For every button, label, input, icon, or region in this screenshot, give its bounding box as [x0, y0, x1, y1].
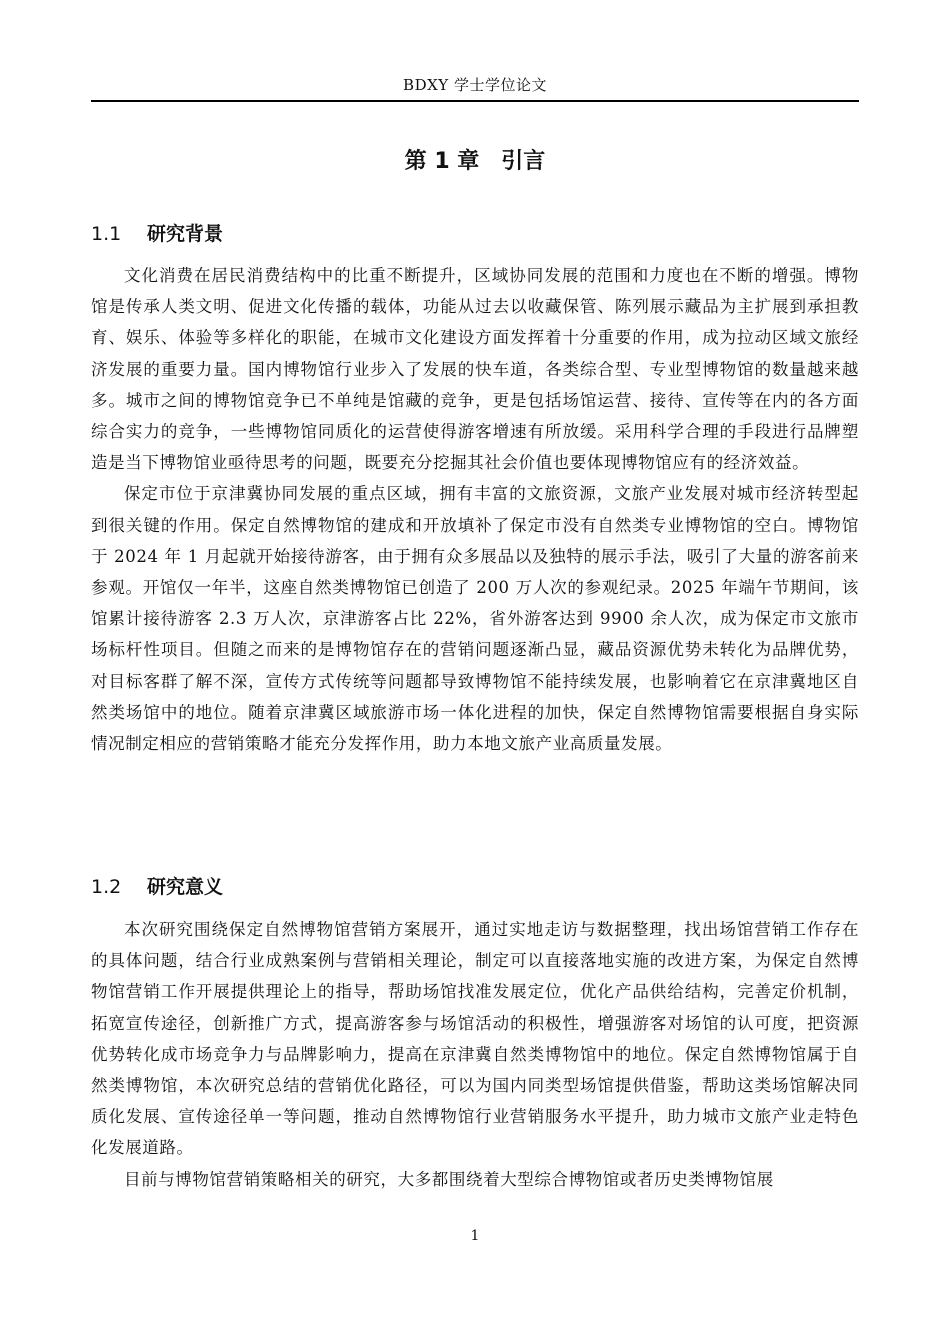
- section-body-1-2: [91, 914, 859, 1195]
- section-number: 1.1: [91, 223, 122, 245]
- section-title: 研究意义: [147, 876, 224, 898]
- page-number: 1: [470, 1228, 480, 1244]
- paragraph: 本次研究围绕保定自然博物馆营销方案展开，通过实地走访与数据整理，找出场馆营销工作存在的具体问题，结合行业成熟案例与营销相关理论，制定可以直接落地实施的改进方案，为保定自然博物馆营销工作开展提供理论上的指导，帮助场馆找准发展定位，优化产品供给结构，完善定价机制，拓宽宣传途径，创新推广方式，提高游客参与场馆活动的积极性，增强游客对场馆的认可度，把资源优势转化成市场竞争力与品牌影响力，提高在京津冀自然类博物馆中的地位。保定自然博物馆属于自然类博物馆，本次研究总结的营销优化路径，可以为国内同类型场馆提供借鉴，帮助这类场馆解决同质化发展、宣传途径单一等问题，推动自然博物馆行业营销服务水平提升，助力城市文旅产业走特色化发展道路。: [91, 920, 859, 1158]
- paragraph: 保定市位于京津冀协同发展的重点区域，拥有丰富的文旅资源，文旅产业发展对城市经济转型起到很关键的作用。保定自然博物馆的建成和开放填补了保定市没有自然类专业博物馆的空白。博物馆于 2024 年 1 月起就开始接待游客，由于拥有众多展品以及独特的展示手法，吸引了大量的游客前来参观。开馆仅一年半，这座自然类博物馆已创造了 200 万人次的参观纪录。2025 年端午节期间，该馆累计接待游客 2.3 万人次，京津游客占比 22%，省外游客达到 9900 余人次，成为保定市文旅市场标杆性项目。但随之而来的是博物馆存在的营销问题逐渐凸显，藏品资源优势未转化为品牌优势，对目标客群了解不深，宣传方式传统等问题都导致博物馆不能持续发展，也影响着它在京津冀地区自然类场馆中的地位。随着京津冀区域旅游市场一体化进程的加快，保定自然博物馆需要根据自身实际情况制定相应的营销策略才能充分发挥作用，助力本地文旅产业高质量发展。: [91, 484, 859, 754]
- running-header: BDXY 学士学位论文: [403, 76, 547, 94]
- section-heading-1-2: [91, 873, 859, 901]
- section-body-1-1: [91, 260, 859, 759]
- paragraph: 文化消费在居民消费结构中的比重不断提升，区域协同发展的范围和力度也在不断的增强。博物馆是传承人类文明、促进文化传播的载体，功能从过去以收藏保管、陈列展示藏品为主扩展到承担教育、娱乐、体验等多样化的职能，在城市文化建设方面发挥着十分重要的作用，成为拉动区域文旅经济发展的重要力量。国内博物馆行业步入了发展的快车道，各类综合型、专业型博物馆的数量越来越多。城市之间的博物馆竞争已不单纯是馆藏的竞争，更是包括场馆运营、接待、宣传等在内的各方面综合实力的竞争，一些博物馆同质化的运营使得游客增速有所放缓。采用科学合理的手段进行品牌塑造是当下博物馆业亟待思考的问题，既要充分挖掘其社会价值也要体现博物馆应有的经济效益。: [91, 266, 859, 473]
- section-number: 1.2: [91, 876, 122, 898]
- section-heading-1-1: [91, 220, 859, 248]
- chapter-title: 第 1 章 引言: [404, 149, 546, 174]
- section-title: 研究背景: [147, 223, 224, 245]
- header-divider: [91, 100, 859, 102]
- paragraph: 目前与博物馆营销策略相关的研究，大多都围绕着大型综合博物馆或者历史类博物馆展: [124, 1169, 774, 1189]
